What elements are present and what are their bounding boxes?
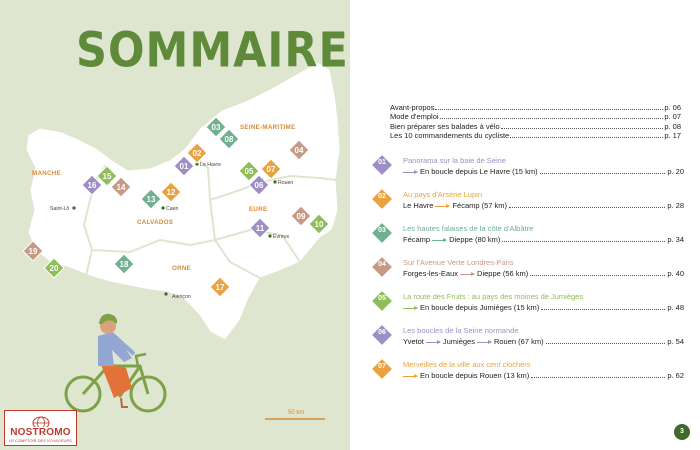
route-badge-number: 14	[116, 183, 126, 192]
toc-chapter-07[interactable]	[373, 360, 683, 390]
chapter-route: En boucle depuis Le Havre (15 km) p. 20	[403, 167, 684, 176]
route-badge-number: 05	[244, 167, 254, 176]
toc-intro-row[interactable]: Bien préparer ses balades à vélo p. 08	[390, 121, 681, 131]
toc-chapter-05[interactable]	[373, 292, 683, 322]
publisher-name: NOSTROMO	[10, 427, 71, 438]
chapter-route: En boucle depuis Rouen (13 km) p. 62	[403, 371, 684, 380]
region-label-calvados: CALVADOS	[137, 219, 174, 226]
route-badge-number: 12	[166, 188, 176, 197]
route-badge-number: 19	[28, 247, 38, 256]
chapter-route: Fécamp Dieppe (80 km) p. 34	[403, 235, 684, 244]
route-badge-number: 15	[102, 172, 112, 181]
chapter-number: 01	[378, 159, 386, 166]
chapter-number: 05	[378, 295, 386, 302]
chapter-title: Au pays d'Arsène Lupin	[403, 190, 482, 199]
region-label-orne: ORNE	[172, 265, 192, 272]
chapter-title: Les hautes falaises de la côte d'Albâtre	[403, 224, 534, 233]
route-badge-number: 10	[314, 220, 324, 229]
route-badge-number: 06	[254, 181, 264, 190]
route-badge-number: 20	[49, 264, 59, 273]
arrow-icon	[460, 274, 474, 275]
arrow-icon	[403, 172, 417, 173]
region-label-seine-maritime: SEINE-MARITIME	[240, 124, 296, 131]
chapter-route: Forges-les-Eaux Dieppe (56 km) p. 40	[403, 269, 684, 278]
arrow-icon	[477, 342, 491, 343]
intro-list	[390, 102, 681, 140]
route-badge-number: 07	[266, 165, 276, 174]
toc-chapter-01[interactable]	[373, 156, 683, 186]
globe-icon	[32, 413, 50, 427]
region-label-eure: EURE	[249, 206, 268, 213]
svg-text:Rouen: Rouen	[278, 180, 294, 186]
arrow-icon	[403, 308, 417, 309]
toc-intro-row[interactable]: Les 10 commandements du cycliste p. 17	[390, 131, 681, 140]
toc-chapter-02[interactable]	[373, 190, 683, 220]
svg-text:Le Havre: Le Havre	[200, 162, 222, 168]
arrow-icon	[435, 206, 449, 207]
chapter-title: Merveilles de la ville aux cent clochers	[403, 360, 531, 369]
cyclist-illustration	[66, 314, 165, 411]
route-badge-number: 13	[146, 195, 156, 204]
chapter-number: 07	[378, 363, 386, 370]
arrow-icon	[432, 240, 446, 241]
city-alencon	[164, 292, 190, 300]
publisher-logo	[4, 410, 77, 446]
city-le-havre	[195, 162, 221, 168]
svg-text:50 km: 50 km	[288, 410, 305, 416]
chapter-title: Les boucles de la Seine normande	[403, 326, 519, 335]
svg-text:Alençon: Alençon	[172, 294, 191, 300]
chapter-route: Le Havre Fécamp (57 km) p. 28	[403, 201, 684, 210]
toc-chapter-03[interactable]	[373, 224, 683, 254]
scale-bar	[265, 410, 325, 419]
toc-intro-row[interactable]: Mode d'emploi p. 07	[390, 112, 681, 121]
chapter-number: 06	[378, 329, 386, 336]
arrow-icon	[426, 342, 440, 343]
toc-intro-row[interactable]: Avant-propos p. 06	[390, 102, 681, 112]
arrow-icon	[403, 376, 417, 377]
route-badge-number: 17	[215, 283, 225, 292]
route-badge-number: 02	[192, 149, 202, 158]
route-badge-number: 01	[179, 162, 189, 171]
page-number-badge	[674, 424, 690, 440]
svg-text:Évreux: Évreux	[273, 234, 290, 240]
chapter-title: La route des Fruits : au pays des moines de Jumièges	[403, 292, 584, 301]
region-label-manche: MANCHE	[32, 170, 61, 177]
route-badge-number: 09	[296, 212, 306, 221]
svg-text:Caen: Caen	[166, 206, 179, 212]
route-badge-number: 03	[211, 123, 221, 132]
page-title: SOMMAIRE	[76, 23, 349, 79]
svg-text:Saint-Lô: Saint-Lô	[50, 206, 70, 212]
chapter-route: En boucle depuis Jumièges (15 km) p. 48	[403, 303, 684, 312]
toc-chapter-04[interactable]	[373, 258, 683, 288]
route-badge-number: 18	[119, 260, 129, 269]
chapter-title: Panorama sur la baie de Seine	[403, 156, 506, 165]
chapter-title: Sur l'Avenue Verte Londres-Paris	[403, 258, 514, 267]
publisher-tagline: LE COMPTOIR DES VOYAGEURS	[9, 438, 72, 443]
route-badge-number: 04	[294, 146, 304, 155]
right-page	[350, 0, 700, 450]
toc-chapter-06[interactable]	[373, 326, 683, 356]
chapter-number: 04	[378, 261, 386, 268]
route-badge-number: 11	[255, 224, 265, 233]
route-badge-number: 16	[87, 181, 97, 190]
page-number: 3	[680, 428, 684, 435]
chapter-number: 03	[378, 227, 386, 234]
route-badge-number: 08	[224, 135, 234, 144]
chapter-number: 02	[378, 193, 386, 200]
chapter-route: Yvetot Jumièges Rouen (67 km) p. 54	[403, 337, 684, 346]
